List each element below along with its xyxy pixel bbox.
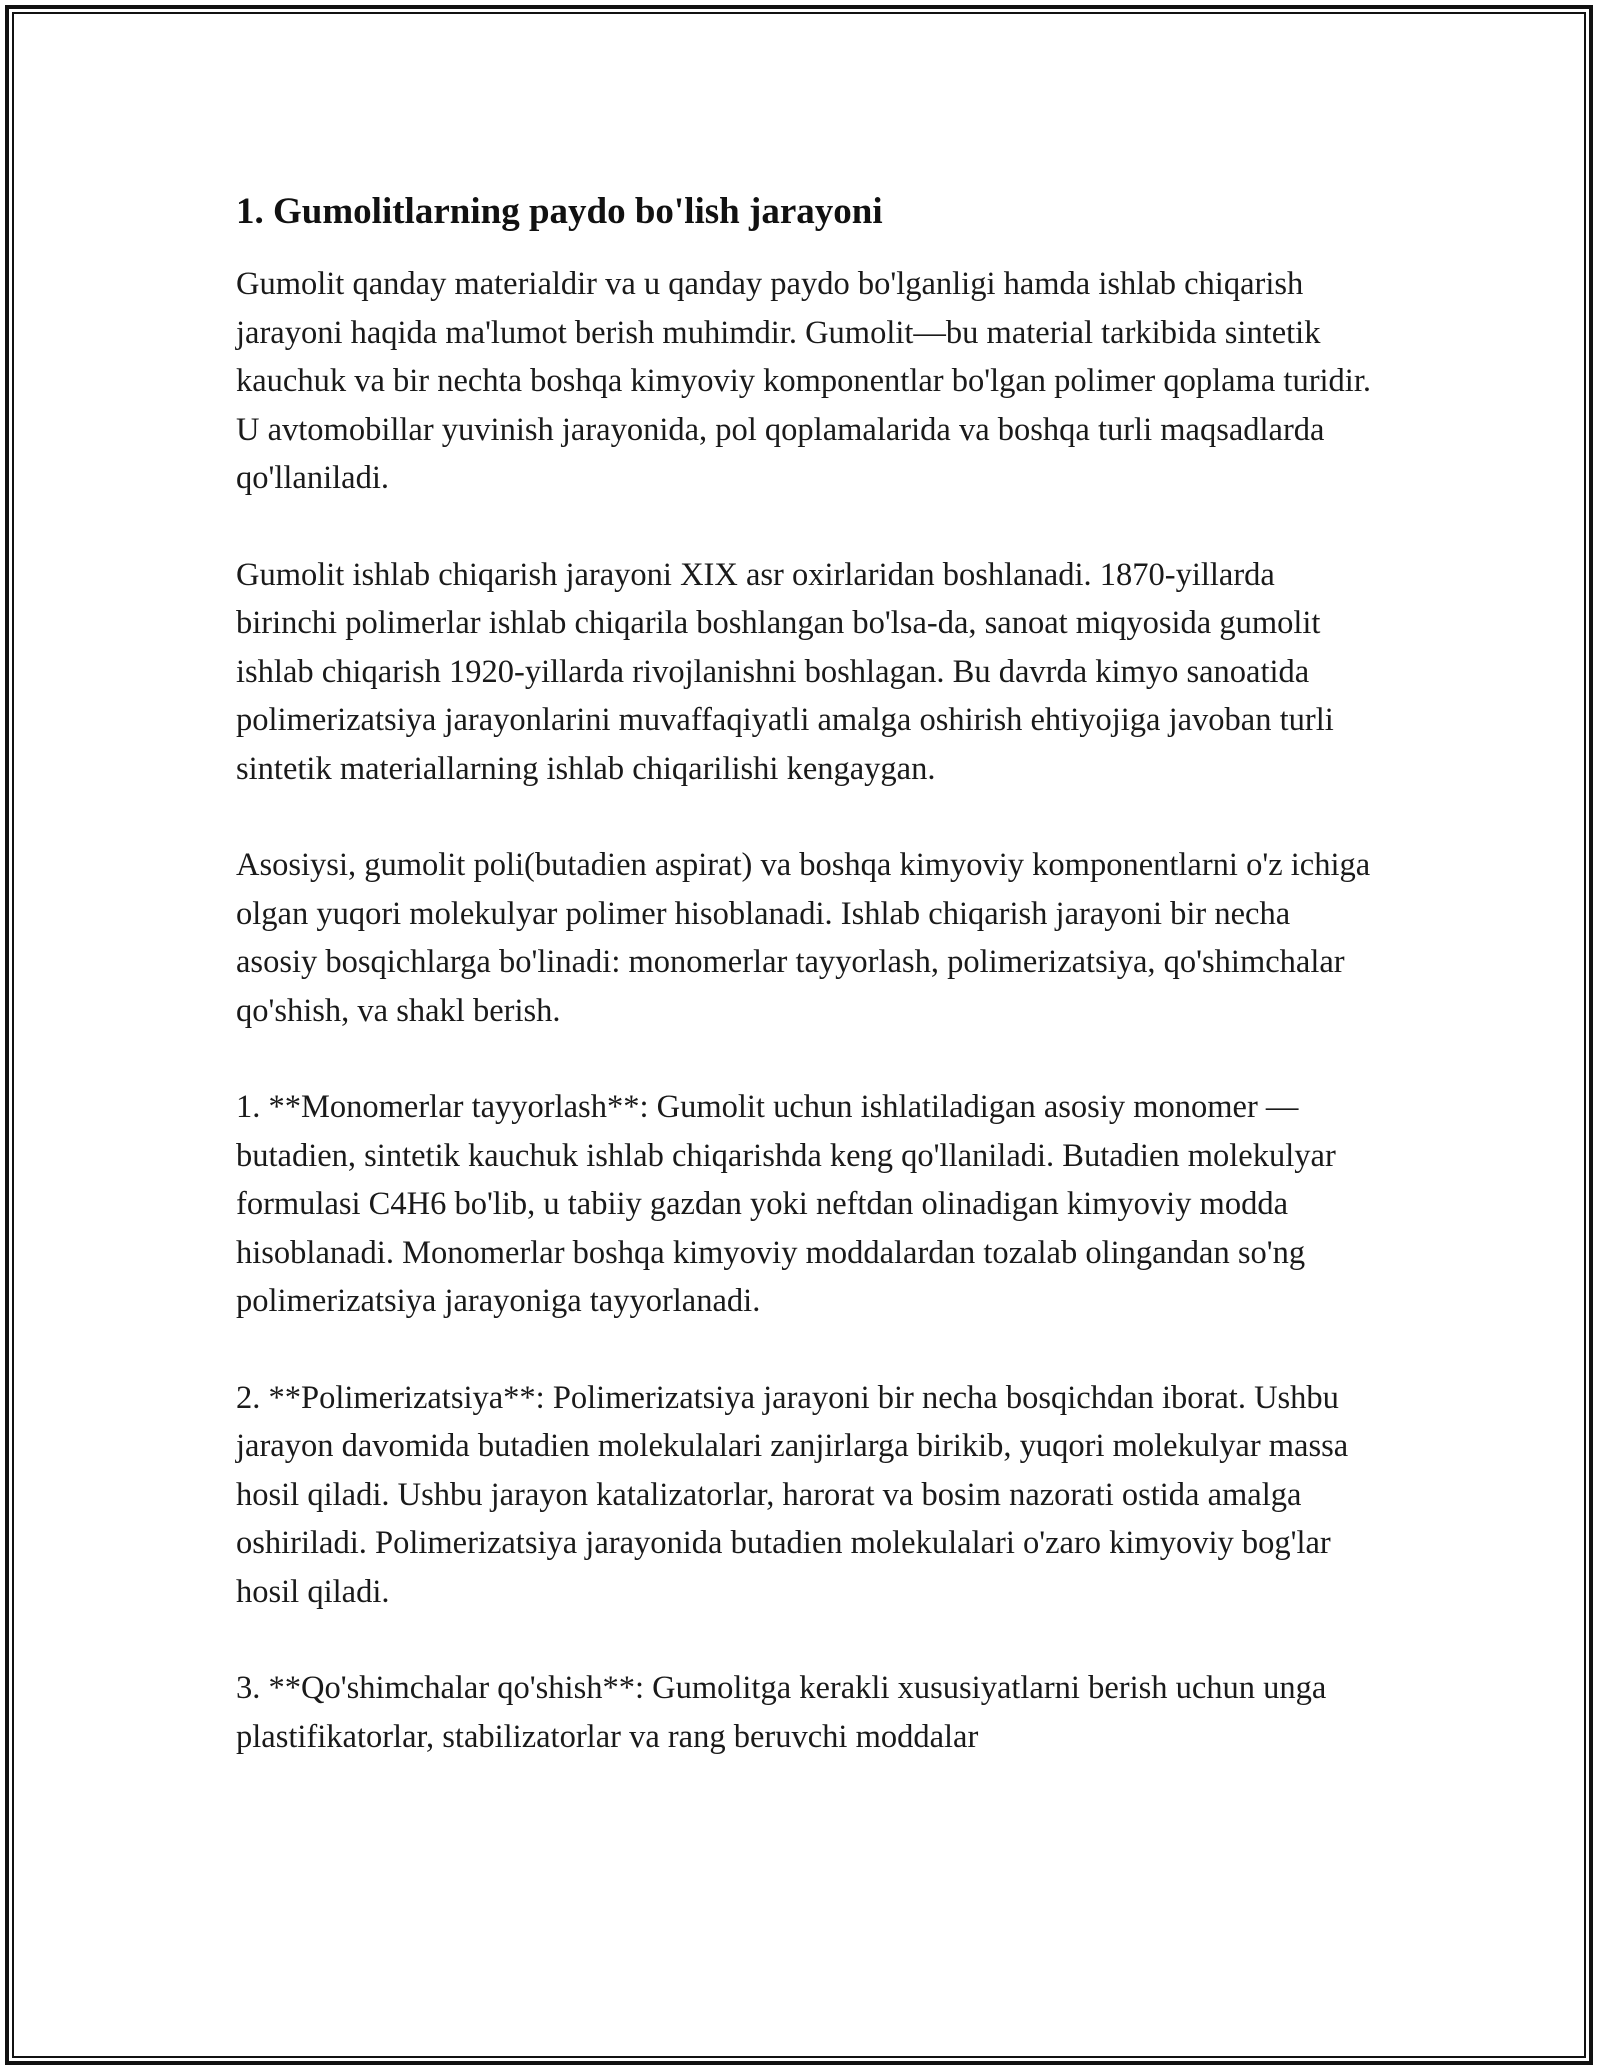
paragraph-composition: Asosiysi, gumolit poli(butadien aspirat) va boshqa kimyoviy komponentlarni o'z ichiga olgan yuqori molekulyar polimer hisoblanadi. Ishlab chiqarish jarayoni bir necha asosiy bosqichlarga bo'linadi: monomerlar tayyorlash, polimerizatsiya, qo'shimchalar qo'shish, va shakl berish. xyxy=(236,847,1371,1029)
paragraph-step-additives: 3. **Qo'shimchalar qo'shish**: Gumolitga kerakli xususiyatlarni berish uchun unga plastifikatorlar, stabilizatorlar va rang beruvchi moddalar xyxy=(236,1670,1327,1755)
paragraph-step-monomers: 1. **Monomerlar tayyorlash**: Gumolit uchun ishlatiladigan asosiy monomer — butadien, sintetik kauchuk ishlab chiqarishda keng qo'llaniladi. Butadien molekulyar formulasi C4H6 bo'lib, u tabiiy gazdan yoki neftdan olinadigan kimyoviy modda hisoblanadi. Monomerlar boshqa kimyoviy moddalardan tozalab olingandan so'ng polimerizatsiya jarayoniga tayyorlanadi. xyxy=(236,1089,1336,1319)
paragraph-intro: Gumolit qanday materialdir va u qanday paydo bo'lganligi hamda ishlab chiqarish jarayoni haqida ma'lumot berish muhimdir. Gumolit—bu material tarkibida sintetik kauchuk va bir nechta boshqa kimyoviy komponentlar bo'lgan polimer qoplama turidir. U avtomobillar yuvinish jarayonida, pol qoplamalarida va boshqa turli maqsadlarda qo'llaniladi. xyxy=(236,266,1371,496)
paragraph-step-polymerization: 2. **Polimerizatsiya**: Polimerizatsiya jarayoni bir necha bosqichdan iborat. Ushbu jarayon davomida butadien molekulalari zanjirlarga birikib, yuqori molekulyar massa hosil qiladi. Ushbu jarayon katalizatorlar, harorat va bosim nazorati ostida amalga oshiriladi. Polimerizatsiya jarayonida butadien molekulalari o'zaro kimyoviy bog'lar hosil qiladi. xyxy=(236,1379,1349,1610)
document-title: 1. Gumolitlarning paydo bo'lish jarayoni xyxy=(236,191,883,232)
paragraph-history: Gumolit ishlab chiqarish jarayoni XIX asr oxirlaridan boshlanadi. 1870-yillarda birinchi polimerlar ishlab chiqarila boshlangan bo'lsa-da, sanoat miqyosida gumolit ishlab chiqarish 1920-yillarda rivojlanishni boshlagan. Bu davrda kimyo sanoatida polimerizatsiya jarayonlarini muvaffaqiyatli amalga oshirish ehtiyojiga javoban turli sintetik materiallarning ishlab chiqarilishi kengaygan. xyxy=(236,556,1334,787)
document-body xyxy=(236,188,1376,1761)
